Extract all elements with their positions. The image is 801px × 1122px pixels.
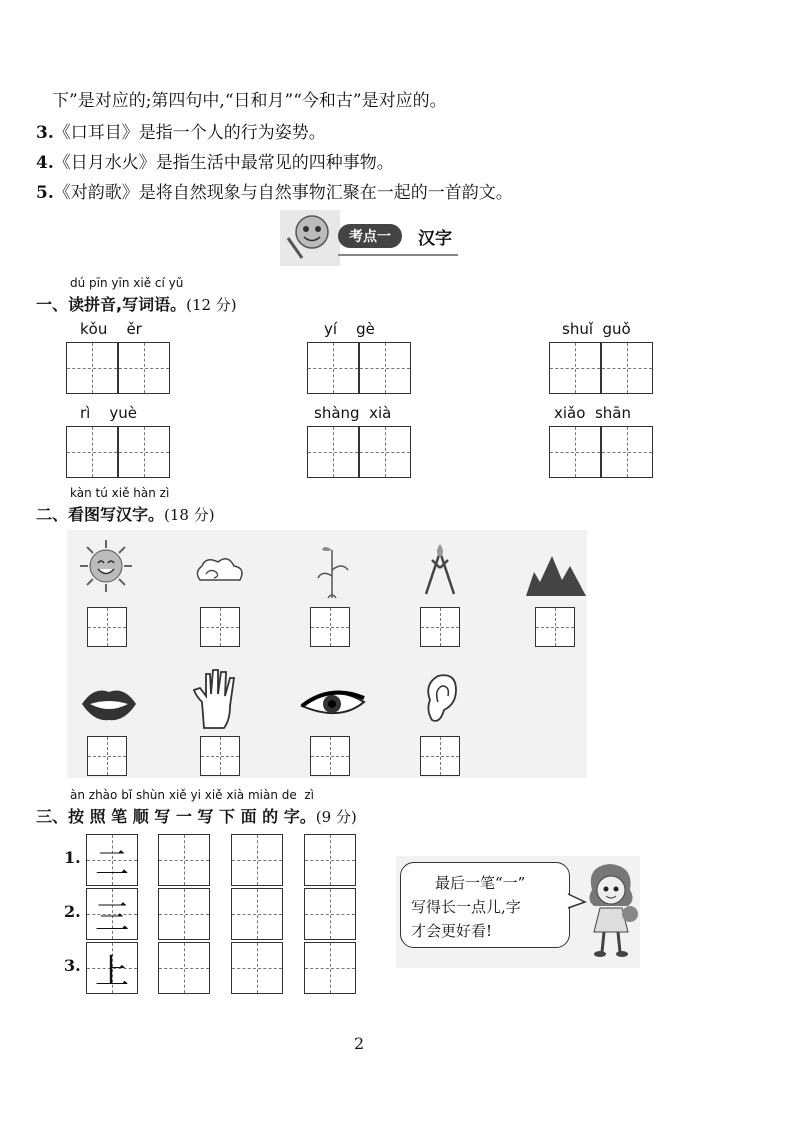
writing-box[interactable] [231, 834, 283, 886]
writing-box[interactable] [87, 607, 127, 647]
section1-title [36, 292, 237, 315]
topic-underline [338, 254, 458, 256]
writing-box[interactable] [231, 888, 283, 940]
hand-icon [192, 666, 244, 730]
intro-line-text: 《口耳目》是指一个人的行为姿势。 [53, 123, 326, 143]
grass-sprout-icon [312, 540, 352, 600]
model-char: 二 [95, 843, 129, 884]
intro-line-5 [36, 178, 513, 203]
writing-box[interactable] [304, 888, 356, 940]
intro-line-1 [52, 86, 447, 111]
writing-box[interactable] [87, 736, 127, 776]
writing-box[interactable] [231, 942, 283, 994]
section1-title-text: 一、读拼音,写词语。 [36, 295, 187, 314]
page-number: 2 [354, 1034, 365, 1053]
writing-box[interactable] [118, 426, 170, 478]
section3-title-text: 三、按 照 笔 顺 写 一 写 下 面 的 字。 [36, 807, 316, 826]
topic-banner [280, 210, 460, 266]
intro-line-text: 《日月水火》是指生活中最常见的四种事物。 [53, 153, 394, 173]
sun-icon [78, 538, 134, 594]
writing-box[interactable] [66, 342, 118, 394]
intro-line-4 [36, 148, 394, 173]
girl-character-icon [582, 860, 640, 960]
model-char: 三 [95, 897, 129, 938]
speech-bubble [400, 862, 570, 948]
writing-box[interactable] [304, 834, 356, 886]
word-pinyin-4: rì yuè [80, 404, 138, 422]
section3-pinyin: àn zhào bǐ shùn xiě yi xiě xià miàn de zì [70, 788, 315, 802]
writing-box[interactable] [158, 834, 210, 886]
model-char-box [86, 888, 138, 940]
intro-line-3 [36, 118, 326, 143]
section2-pinyin: kàn tú xiě hàn zì [70, 486, 170, 500]
writing-box[interactable] [200, 736, 240, 776]
mountain-icon [524, 552, 588, 598]
section1-score: (12 分) [186, 296, 237, 314]
section2-title-text: 二、看图写汉字。 [36, 505, 165, 524]
row-number: 3. [64, 956, 81, 975]
writing-box[interactable] [200, 607, 240, 647]
word-pinyin-1: kǒu ěr [80, 320, 142, 338]
writing-box[interactable] [310, 607, 350, 647]
intro-line-num: 3. [36, 123, 54, 143]
word-pinyin-5: shàng xià [314, 404, 392, 422]
writing-box[interactable] [359, 426, 411, 478]
writing-box[interactable] [420, 607, 460, 647]
intro-line-num: 4. [36, 153, 54, 173]
section3-score: (9 分) [315, 808, 357, 826]
section1-pinyin: dú pīn yīn xiě cí yǔ [70, 276, 184, 290]
writing-box[interactable] [307, 426, 359, 478]
writing-box[interactable] [158, 942, 210, 994]
writing-box[interactable] [304, 942, 356, 994]
bubble-line-2: 写得长一点儿,字 [411, 898, 521, 916]
writing-box[interactable] [549, 426, 601, 478]
topic-title-text: 汉字 [418, 229, 452, 249]
smiley-mascot-icon [280, 210, 340, 266]
topic-badge-text: 考点一 [349, 229, 391, 245]
intro-line-text: 下”是对应的;第四句中,“日和月”“今和古”是对应的。 [52, 91, 447, 111]
topic-title [418, 224, 452, 249]
writing-box[interactable] [307, 342, 359, 394]
writing-box[interactable] [420, 736, 460, 776]
model-char: 上 [95, 951, 129, 992]
writing-box[interactable] [310, 736, 350, 776]
intro-line-text: 《对韵歌》是将自然现象与自然事物汇聚在一起的一首韵文。 [53, 183, 513, 203]
writing-box[interactable] [535, 607, 575, 647]
mouth-icon [80, 684, 138, 724]
ear-icon [422, 670, 462, 726]
model-char-box [86, 834, 138, 886]
intro-line-num: 5. [36, 183, 54, 203]
word-pinyin-3: shuǐ guǒ [562, 320, 631, 338]
writing-box[interactable] [601, 426, 653, 478]
section2-score: (18 分) [164, 506, 215, 524]
row-number: 1. [64, 848, 81, 867]
writing-box[interactable] [158, 888, 210, 940]
fire-icon [418, 542, 462, 598]
section2-title [36, 502, 215, 525]
writing-box[interactable] [66, 426, 118, 478]
topic-badge [338, 224, 402, 248]
eye-icon [300, 684, 366, 724]
row-number: 2. [64, 902, 81, 921]
bubble-line-1: 最后一笔“一” [435, 874, 526, 892]
writing-box[interactable] [359, 342, 411, 394]
writing-box[interactable] [118, 342, 170, 394]
cloud-icon [192, 552, 248, 592]
writing-box[interactable] [549, 342, 601, 394]
bubble-line-3: 才会更好看! [411, 922, 493, 940]
model-char-box [86, 942, 138, 994]
writing-box[interactable] [601, 342, 653, 394]
word-pinyin-2: yí gè [324, 320, 375, 338]
word-pinyin-6: xiǎo shān [554, 404, 631, 422]
section3-title [36, 804, 357, 827]
